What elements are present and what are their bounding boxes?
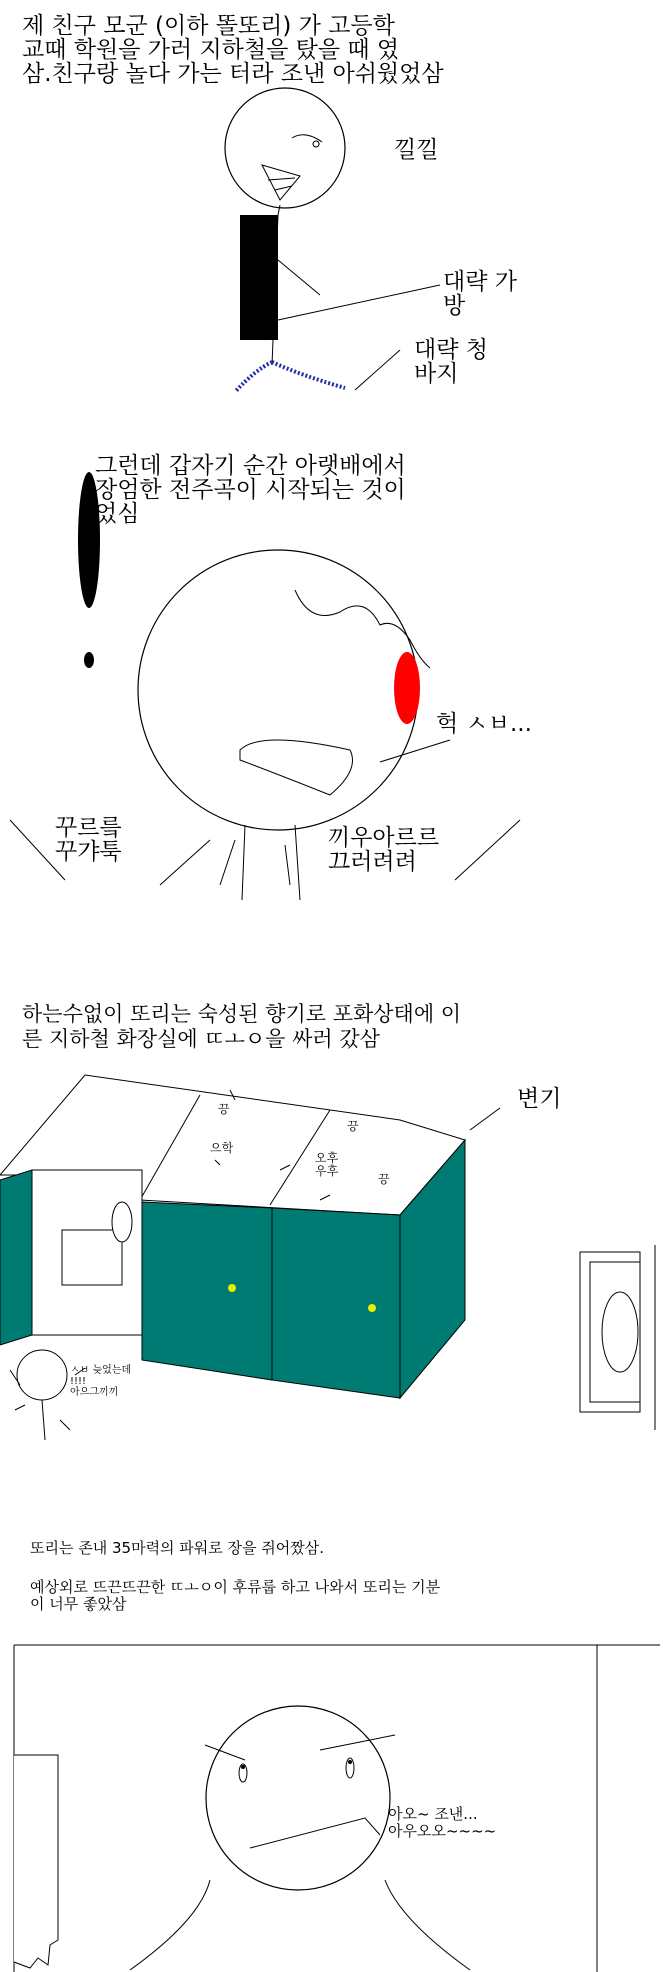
neck-right xyxy=(295,825,300,900)
paper-dispenser xyxy=(14,1755,58,1968)
pointer-jeans xyxy=(355,350,400,390)
panel-5 xyxy=(0,1640,663,1972)
stall-door-1 xyxy=(142,1202,272,1380)
stall-door-2 xyxy=(272,1208,400,1398)
sfx-euhak: 으학 xyxy=(210,1141,234,1155)
sfx-kkeung-3: 끙 xyxy=(378,1172,390,1186)
giggle-text: 낄낄 xyxy=(394,137,439,163)
door-knob-1 xyxy=(228,1284,236,1292)
blue-jeans xyxy=(235,362,345,392)
panel-4 xyxy=(0,1535,663,1645)
shake-5 xyxy=(455,820,520,880)
pointer-bag xyxy=(278,285,440,320)
toilet-pointer xyxy=(470,1108,500,1130)
waiting-man-head xyxy=(17,1350,67,1400)
shake-4 xyxy=(285,845,290,885)
rumble-right: 끼우아르르 끄러려려 xyxy=(328,825,440,876)
panel-2 xyxy=(0,440,663,900)
toilet-seat xyxy=(112,1202,132,1242)
waiting-man-speech: ㅅㅂ 늦었는데 !!!! 아으그끼끼 xyxy=(70,1365,132,1398)
panel-4-line-2: 예상외로 뜨끈뜨끈한 ㄸㅗㅇ이 후류룹 하고 나와서 또리는 기분 이 너무 좋았삼 xyxy=(30,1578,441,1614)
rumble-left: 꾸르릌 꾸갸툭 xyxy=(55,815,122,866)
panel-4-line-1: 또리는 존내 35마력의 파워로 장을 쥐어짰삼. xyxy=(30,1539,325,1557)
stall-left-edge xyxy=(0,1170,32,1345)
sfx-ohu: 오후 우후 xyxy=(315,1151,339,1178)
waiting-man-body xyxy=(42,1400,45,1440)
sfx-kkeung-1: 끙 xyxy=(218,1102,230,1116)
eye-right-pupil xyxy=(348,1760,352,1764)
black-bag xyxy=(240,215,278,340)
neck-left xyxy=(242,825,245,900)
stickman-arm-1 xyxy=(278,260,320,295)
panel-2-caption: 그런데 갑자기 순간 아랫배에서 장엄한 전주곡이 시작되는 것이 었심 xyxy=(95,453,406,528)
door-knob-2 xyxy=(368,1304,376,1312)
gasp-text: 헉 ㅅㅂ... xyxy=(436,711,532,737)
eye-left-pupil xyxy=(241,1765,245,1769)
toilet-tank xyxy=(62,1230,122,1285)
red-cheek xyxy=(394,652,420,724)
shoulders xyxy=(130,1880,470,1970)
relieved-speech: 아오~ 조낸... 아우오오~~~~ xyxy=(388,1805,497,1841)
side-urinal-bowl xyxy=(602,1292,638,1372)
label-bag: 대략 가 방 xyxy=(443,269,517,320)
shake-2 xyxy=(160,840,210,885)
panel-3-caption: 하는수없이 또리는 숙성된 향기로 포화상태에 이 른 지하철 화장실에 ㄸㅗㅇ을 싸러 갔삼 xyxy=(22,1002,462,1051)
shake-3 xyxy=(220,840,235,885)
relieved-head xyxy=(206,1706,390,1890)
panel-3 xyxy=(0,990,663,1460)
panel-1 xyxy=(0,0,663,420)
big-head xyxy=(138,550,418,830)
exclamation-dot xyxy=(84,652,94,668)
panel-1-caption: 제 친구 모군 (이하 똘또리) 가 고등학 교때 학원을 가러 지하철을 탔을 때 였 삼.친구랑 놀다 가는 터라 조낸 아쉬웠었삼 xyxy=(22,13,444,88)
label-jeans: 대략 청 바지 xyxy=(414,337,488,388)
label-toilet: 변기 xyxy=(517,1086,562,1112)
panel-5-drawing xyxy=(0,1640,663,1972)
sfx-kkeung-2: 끙 xyxy=(347,1119,359,1133)
